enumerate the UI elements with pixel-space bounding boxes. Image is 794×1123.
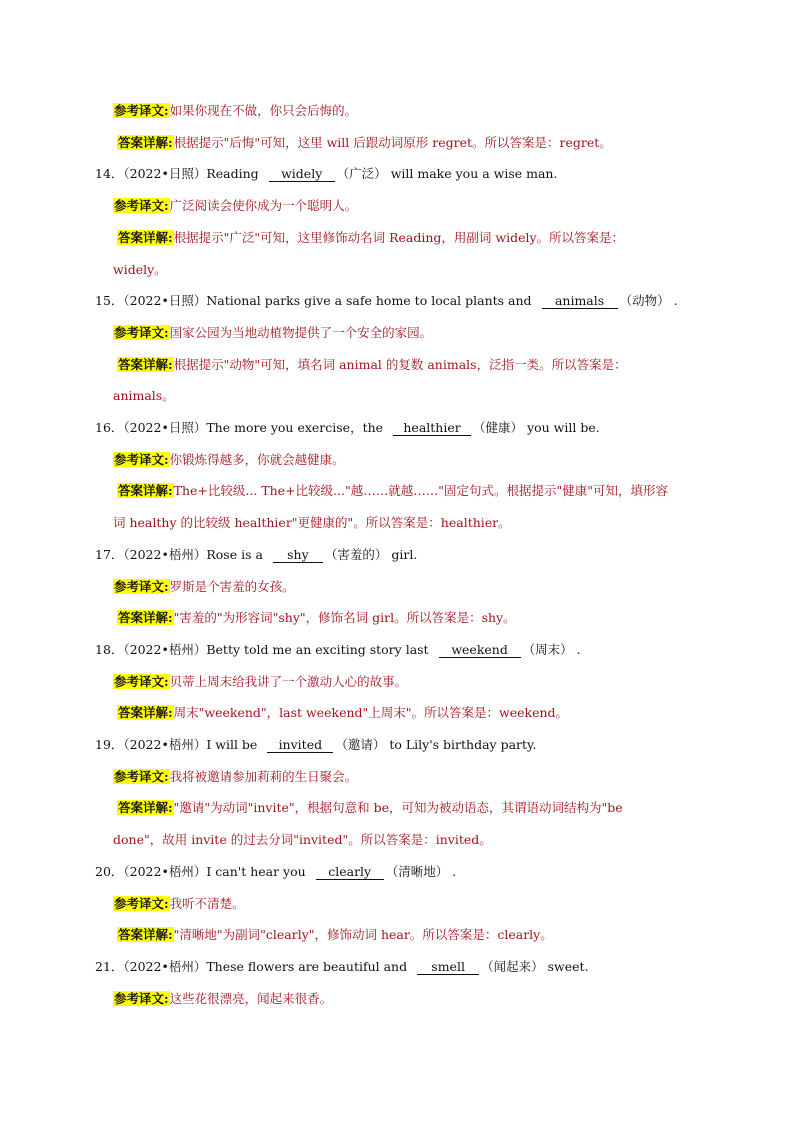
question-source: （2022•梧州） (123, 546, 207, 562)
translation-label: 参考译文: (114, 673, 169, 689)
analysis-text: 词 healthy 的比较级 healthier"更健康的"。所以答案是：healthier。 (113, 515, 511, 531)
analysis-text: 根据提示"后悔"可知，这里 will 后跟动词原形 regret。所以答案是：regret。 (173, 134, 612, 150)
analysis-continuation (113, 514, 511, 532)
question-source: （2022•日照） (123, 420, 207, 435)
question-hint: （广泛） (336, 166, 387, 182)
question-line (95, 641, 581, 659)
translation-line (113, 578, 295, 596)
translation-text: 这些花很漂亮，闻起来很香。 (169, 990, 333, 1006)
translation-text: 你锻炼得越多，你就会越健康。 (169, 451, 345, 467)
translation-text: 贝蒂上周末给我讲了一个激动人心的故事。 (169, 673, 408, 689)
translation-text: 我将被邀请参加莉莉的生日聚会。 (169, 768, 358, 784)
question-hint: （周末） (522, 641, 573, 657)
question-number: 17． (95, 546, 124, 562)
translation-text: 广泛阅读会使你成为一个聪明人。 (169, 198, 358, 214)
question-source: （2022•日照） (123, 293, 207, 309)
analysis-label: 答案详解: (118, 483, 173, 499)
analysis-label: 答案详解: (118, 705, 173, 721)
question-text-before: Reading (206, 166, 259, 182)
question-number: 15． (95, 293, 124, 309)
question-number: 19． (95, 737, 124, 752)
translation-text: 国家公园为当地动植物提供了一个安全的家园。 (169, 324, 433, 340)
question-hint: （邀请） (335, 737, 386, 752)
analysis-line (117, 799, 623, 817)
translation-line (113, 768, 357, 786)
analysis-text: "清晰地"为副词"clearly"，修饰动词 hear。所以答案是：clearly。 (173, 927, 553, 943)
question-text-before: These flowers are beautiful and (206, 958, 408, 974)
question-line (95, 958, 589, 976)
analysis-line (117, 356, 627, 374)
question-text-after: . (576, 641, 581, 657)
question-text-before: National parks give a safe home to local plants and (206, 293, 532, 309)
question-source: （2022•日照） (123, 166, 207, 182)
analysis-label: 答案详解: (118, 927, 173, 943)
translation-label: 参考译文: (114, 103, 169, 118)
translation-line (113, 673, 407, 691)
analysis-text: 根据提示"动物"可知，填名词 animal 的复数 animals，泛指一类。所以答案是： (173, 356, 627, 372)
question-number: 18． (95, 641, 124, 657)
answer-blank: weekend (439, 642, 521, 658)
question-hint: （清晰地） (385, 863, 449, 879)
answer-blank: animals (542, 293, 618, 309)
question-text-before: I can't hear you (206, 863, 306, 879)
question-line (95, 165, 557, 183)
answer-blank: clearly (316, 864, 384, 880)
question-hint: （闻起来） (481, 958, 544, 974)
question-line (95, 863, 456, 881)
translation-line (113, 102, 357, 120)
analysis-continuation (113, 831, 492, 849)
analysis-line (117, 609, 516, 627)
translation-line (113, 990, 332, 1008)
question-source: （2022•梧州） (123, 863, 207, 879)
question-text-before: Betty told me an exciting story last (206, 641, 429, 657)
answer-blank: healthier (393, 420, 471, 436)
question-number: 14． (95, 166, 124, 182)
analysis-line (117, 229, 624, 247)
question-number: 21． (95, 958, 124, 974)
question-number: 20． (95, 863, 124, 879)
question-text-after: to Lily's birthday party. (389, 737, 537, 752)
question-text-after: girl. (391, 546, 418, 562)
analysis-line (117, 134, 612, 152)
answer-blank: smell (417, 959, 479, 975)
translation-text: 如果你现在不做，你只会后悔的。 (169, 103, 358, 118)
analysis-continuation (113, 261, 167, 279)
question-text-after: sweet. (547, 958, 589, 974)
question-source: （2022•梧州） (123, 641, 207, 657)
translation-label: 参考译文: (114, 578, 169, 594)
analysis-line (117, 704, 568, 722)
translation-line (113, 324, 432, 342)
question-line (95, 419, 600, 437)
analysis-text: animals。 (113, 388, 175, 404)
question-source: （2022•梧州） (123, 958, 207, 974)
translation-label: 参考译文: (114, 451, 169, 467)
analysis-text: The+比较级... The+比较级..."越……就越……"固定句式。根据提示"健康"可知，填形容 (173, 483, 668, 499)
analysis-text: 根据提示"广泛"可知，这里修饰动名词 Reading，用副词 widely。所以答案是： (173, 229, 625, 245)
translation-text: 罗斯是个害羞的女孩。 (169, 578, 295, 594)
question-text-after: . (673, 293, 678, 309)
translation-label: 参考译文: (114, 768, 169, 784)
translation-label: 参考译文: (114, 198, 169, 214)
question-text-before: Rose is a (206, 546, 263, 562)
answer-blank: widely (269, 166, 335, 182)
question-line (95, 292, 678, 310)
translation-line (113, 451, 345, 469)
translation-text: 我听不清楚。 (169, 895, 245, 911)
question-text-before: I will be (206, 737, 258, 752)
analysis-line (117, 926, 553, 944)
question-number: 16． (95, 420, 124, 435)
analysis-label: 答案详解: (118, 134, 173, 150)
question-source: （2022•梧州） (123, 737, 207, 752)
answer-blank: invited (267, 737, 333, 753)
question-hint: （害羞的） (324, 546, 388, 562)
question-text-after: . (452, 863, 457, 879)
translation-label: 参考译文: (114, 895, 169, 911)
analysis-text: "邀请"为动词"invite"，根据句意和 be，可知为被动语态，其谓语动词结构为"be (173, 800, 623, 816)
translation-line (113, 895, 245, 913)
analysis-label: 答案详解: (118, 356, 173, 372)
analysis-label: 答案详解: (118, 610, 173, 626)
question-text-before: The more you exercise，the (206, 420, 384, 435)
analysis-text: 周末"weekend"，last weekend"上周末"。所以答案是：weekend。 (173, 705, 569, 721)
analysis-label: 答案详解: (118, 229, 173, 245)
question-text-after: will make you a wise man. (390, 166, 558, 182)
question-hint: （健康） (473, 420, 524, 435)
answer-blank: shy (273, 547, 323, 563)
question-text-after: you will be. (527, 420, 600, 435)
translation-label: 参考译文: (114, 990, 169, 1006)
analysis-continuation (113, 387, 175, 405)
question-line (95, 546, 417, 564)
question-hint: （动物） (619, 293, 670, 309)
analysis-text: "害羞的"为形容词"shy"，修饰名词 girl。所以答案是：shy。 (173, 610, 516, 626)
analysis-text: done"，故用 invite 的过去分词"invited"。所以答案是：invited。 (113, 832, 492, 848)
translation-label: 参考译文: (114, 324, 169, 340)
translation-line (113, 197, 357, 215)
analysis-text: widely。 (113, 261, 167, 277)
analysis-label: 答案详解: (118, 800, 173, 816)
question-line (95, 736, 536, 754)
analysis-line (117, 482, 668, 500)
